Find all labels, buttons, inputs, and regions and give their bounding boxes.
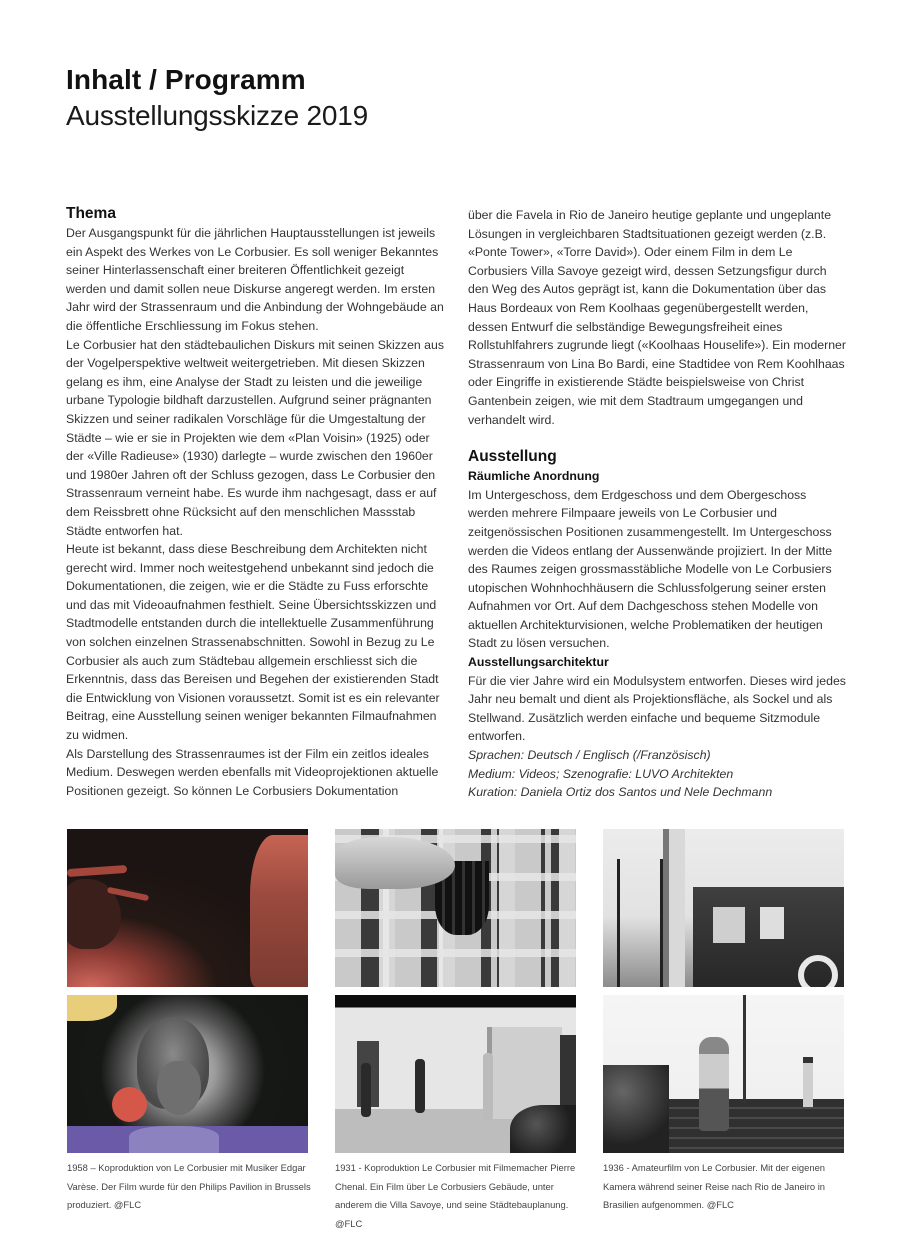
page-subtitle: Ausstellungsskizze 2019 xyxy=(66,100,369,131)
film-still-woman-portrait xyxy=(67,995,308,1153)
thema-paragraph-2: Le Corbusier hat den städtebaulichen Diskurs mit seinen Skizzen aus der Vogelperspektive weltweit weitergetrieben. Mit diesen Skizzen gelang es ihm, eine Analyse der Stadt zu leisten und die jeweilige urbane Typologie bildhaft darzustellen. Aufgrund seiner prägnanten Skizzen und seiner radikalen Vorschläge für die Umgestaltung der Städte – wie er sie in Projekten wie dem «Plan Voisin» (1925) oder der «Ville Radieuse» (1930) darlegte – wurde zwischen den 1960er und 1980er Jahren oft der Schluss gezogen, dass Le Corbusier den Strassenraum verneint habe. Es wurde ihm nachgesagt, dass er auf dem Reissbrett ohne Rücksicht auf den menschlichen Massstab Städte entworfen hat. xyxy=(66,337,444,538)
section-heading-ausstellung: Ausstellung xyxy=(468,448,557,466)
gallery-column-1936 xyxy=(603,829,844,1215)
thema-paragraph-1: Der Ausgangspunkt für die jährlichen Hauptausstellungen ist jeweils ein Aspekt des Werkes von Le Corbusier. Es soll weniger Bekanntes seiner Hinterlassenschaft einer breiteren Öffentlichkeit gezeigt werden und damit sollen neue Diskurse angeregt werden. Im ersten Jahr wird der Strassenraum und die Anbindung der Wohngebäude an die öffentliche Erschliessung im Fokus stehen. xyxy=(66,226,444,333)
column-left xyxy=(66,204,444,800)
ausstellungsarchitektur-text: Für die vier Jahre wird ein Modulsystem entworfen. Dieses wird jedes Jahr neu bemalt und dient als Projektionsfläche, als Sockel und als Stellwand. Zusätzlich werden einfache und bequeme Sitzmodule entworfen. xyxy=(468,673,846,744)
thema-paragraph-3: Heute ist bekannt, dass diese Beschreibung dem Architekten nicht gerecht wird. Immer noch weitestgehend unbekannt sind jedoch die Dokumentationen, die zeigen, wie er die Städte zu Fuss erforschte und das mit Videoaufnahmen festhielt. Seine Übersichtsskizzen und Stadtmodelle entstanden durch die intellektuelle Zusammenführung von solchen einzelnen Strassenabschnitten. Sowohl in Bezug zu Le Corbusier als auch zum Städtebau allgemein erschliesst sich die Erkenntnis, dass das Bereisen und Begehen der existierenden Stadt die Entwicklung von Visionen voraussetzt. Somit ist es ein relevanter Beitrag, eine Ausstellung seinen weniger bekannten Filmaufnahmen zu widmen. xyxy=(66,542,440,743)
gallery-column-1958 xyxy=(67,829,311,1215)
meta-medium: Medium: Videos; Szenografie: LUVO Architekten xyxy=(468,766,734,781)
subheading-raeumliche-anordnung: Räumliche Anordnung xyxy=(468,469,600,484)
caption-1936: 1936 - Amateurfilm von Le Corbusier. Mit der eigenen Kamera während seiner Reise nach Rio de Janeiro in Brasilien aufgenommen. @FLC xyxy=(603,1162,825,1211)
meta-kuration: Kuration: Daniela Ortiz dos Santos und Nele Dechmann xyxy=(468,785,773,800)
subheading-ausstellungsarchitektur: Ausstellungsarchitektur xyxy=(468,655,609,670)
film-still-rooftop-exercise xyxy=(335,995,576,1153)
page-title: Inhalt / Programm xyxy=(66,64,306,95)
meta-sprachen: Sprachen: Deutsch / Englisch (/Französisch) xyxy=(468,748,711,763)
thema-paragraph-4-start: Als Darstellung des Strassenraumes ist der Film ein zeitlos ideales Medium. Deswegen werden ebenfalls mit Videoprojektionen aktuelle Positionen gezeigt. So können Le Corbusiers Dokumentation xyxy=(66,746,439,798)
column-right xyxy=(468,206,846,802)
thema-paragraph-4-end: über die Favela in Rio de Janeiro heutige geplante und ungeplante Lösungen in vergleichbaren Stadtsituationen gezeigt werden (z.B. «Ponte Tower», «Torre David»). Oder einem Film in dem Le Corbusiers Villa Savoye gezeigt wird, dessen Setzungsfigur durch den Weg des Autos geprägt ist, kann die Dokumentation über das Haus Bordeaux von Rem Koolhaas gegenübergestellt werden, dessen Entwurf die selbständige Bewegungsfreiheit eines Rollstuhlfahrers zugrunde liegt («Koolhaas Houselife»). Ein moderner Strassenraum von Lina Bo Bardi, eine Stadtidee von Rem Koohlhaas oder Eingriffe in existierende Städte beispielsweise von Christ Gantenbein zeigen, wie mit dem Stadtraum umgegangen und verhandelt wird. xyxy=(468,208,846,427)
gallery-column-1931 xyxy=(335,829,576,1233)
caption-1958: 1958 – Koproduktion von Le Corbusier mit Musiker Edgar Varèse. Der Film wurde für den Philips Pavilion in Brussels produziert. @FLC xyxy=(67,1162,311,1211)
section-heading-thema: Thema xyxy=(66,205,116,222)
caption-1931: 1931 - Koproduktion Le Corbusier mit Filmemacher Pierre Chenal. Ein Film über Le Corbusiers Gebäude, unter anderem die Villa Savoye, und seine Städtebauplanung. @FLC xyxy=(335,1162,576,1229)
film-still-ship-cabin xyxy=(603,829,844,987)
film-still-stairs-figures xyxy=(603,995,844,1153)
raeumliche-anordnung-text: Im Untergeschoss, dem Erdgeschoss und dem Obergeschoss werden mehrere Filmpaare jeweils von Le Corbusier und zeitgenössischen Positionen zusammengestellt. Im Untergeschoss werden die Videos entlang der Aussenwände projiziert. In der Mitte des Raumes zeigen grossmasstäbliche Modelle von Le Corbusiers utopischen Wohnhochhäusern die Schlussfolgerung seiner ersten Aufnahmen vor Ort. Auf dem Dachgeschoss stehen Modelle von aktuellen Architekturvisionen, welche Problematiken der heutigen Stadt zu lösen versuchen. xyxy=(468,487,833,651)
film-still-bull-silhouette xyxy=(67,829,308,987)
film-still-city-plan-model xyxy=(335,829,576,987)
title-block xyxy=(66,62,368,134)
